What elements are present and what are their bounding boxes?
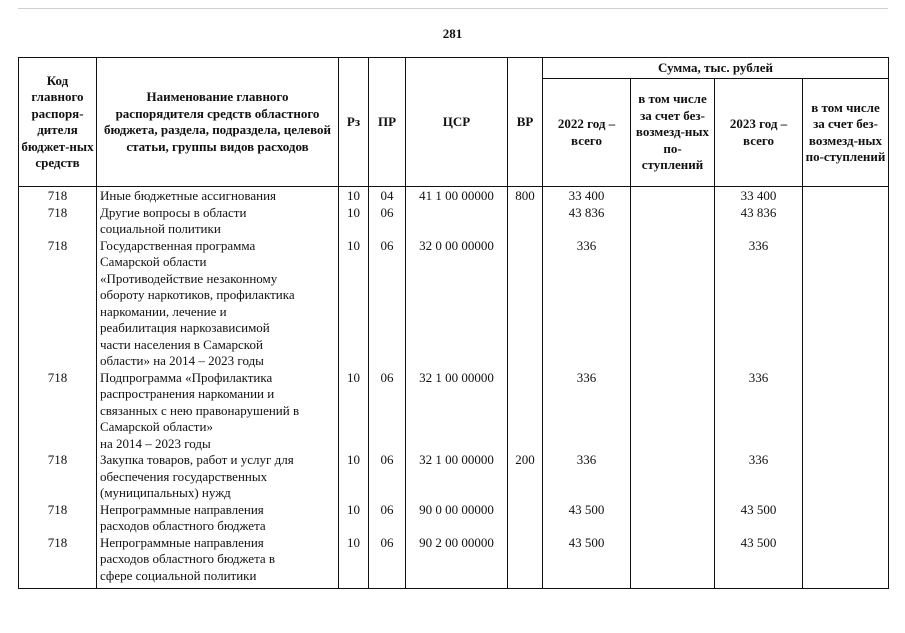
header-2023-total: 2023 год – всего bbox=[715, 79, 803, 187]
table-row bbox=[19, 370, 889, 453]
cell-csr: 90 2 00 00000 bbox=[406, 535, 508, 589]
cell-csr: 41 1 00 00000 bbox=[406, 187, 508, 205]
cell-2022-total: 33 400 bbox=[543, 187, 631, 205]
cell-2022-grants bbox=[631, 205, 715, 238]
cell-code: 718 bbox=[19, 502, 97, 535]
cell-2022-total: 43 836 bbox=[543, 205, 631, 238]
cell-2023-total: 43 500 bbox=[715, 535, 803, 589]
header-sum-group: Сумма, тыс. рублей bbox=[543, 58, 889, 79]
table-row bbox=[19, 205, 889, 238]
cell-rz: 10 bbox=[339, 535, 369, 589]
cell-pr: 06 bbox=[369, 502, 406, 535]
table-row bbox=[19, 502, 889, 535]
cell-2023-total: 33 400 bbox=[715, 187, 803, 205]
table-row bbox=[19, 238, 889, 370]
header-2022-grants: в том числе за счет без-возмезд-ных по-ступлений bbox=[631, 79, 715, 187]
cell-2022-grants bbox=[631, 452, 715, 502]
cell-pr: 06 bbox=[369, 205, 406, 238]
cell-name: Закупка товаров, работ и услуг для обеспечения государственных (муниципальных) нужд bbox=[97, 452, 339, 502]
cell-pr: 06 bbox=[369, 535, 406, 589]
cell-2023-total: 336 bbox=[715, 452, 803, 502]
cell-csr: 32 0 00 00000 bbox=[406, 238, 508, 370]
cell-name: Непрограммные направления расходов областного бюджета в сфере социальной политики bbox=[97, 535, 339, 589]
cell-rz: 10 bbox=[339, 238, 369, 370]
cell-vr bbox=[508, 238, 543, 370]
cell-vr bbox=[508, 502, 543, 535]
header-2023-grants: в том числе за счет без-возмезд-ных по-ступлений bbox=[803, 79, 889, 187]
cell-2023-grants bbox=[803, 502, 889, 535]
cell-name: Государственная программа Самарской области «Противодействие незаконному обороту наркотиков, профилактика наркомании, лечение и реабилитация наркозависимой части населения в Самарской области» на 2014 – 2023 годы bbox=[97, 238, 339, 370]
table-header bbox=[19, 58, 889, 187]
table-row bbox=[19, 535, 889, 589]
cell-2023-grants bbox=[803, 205, 889, 238]
cell-csr: 32 1 00 00000 bbox=[406, 452, 508, 502]
cell-2023-total: 336 bbox=[715, 238, 803, 370]
budget-table bbox=[18, 57, 889, 589]
table-row bbox=[19, 187, 889, 205]
header-2022-total: 2022 год – всего bbox=[543, 79, 631, 187]
cell-2022-total: 336 bbox=[543, 452, 631, 502]
cell-2023-grants bbox=[803, 535, 889, 589]
cell-2022-total: 43 500 bbox=[543, 502, 631, 535]
cell-vr bbox=[508, 205, 543, 238]
cell-name: Непрограммные направления расходов областного бюджета bbox=[97, 502, 339, 535]
cell-2022-grants bbox=[631, 535, 715, 589]
cell-rz: 10 bbox=[339, 370, 369, 453]
cell-2023-grants bbox=[803, 238, 889, 370]
header-code: Код главного распоря-дителя бюджет-ных средств bbox=[19, 58, 97, 187]
cell-2022-total: 43 500 bbox=[543, 535, 631, 589]
cell-vr bbox=[508, 535, 543, 589]
cell-csr: 32 1 00 00000 bbox=[406, 370, 508, 453]
cell-2022-grants bbox=[631, 502, 715, 535]
table-body bbox=[19, 187, 889, 589]
cell-2022-grants bbox=[631, 238, 715, 370]
cell-vr: 800 bbox=[508, 187, 543, 205]
cell-rz: 10 bbox=[339, 205, 369, 238]
cell-code: 718 bbox=[19, 238, 97, 370]
cell-2022-total: 336 bbox=[543, 370, 631, 453]
cell-2023-total: 43 500 bbox=[715, 502, 803, 535]
cell-2023-total: 43 836 bbox=[715, 205, 803, 238]
cell-csr: 90 0 00 00000 bbox=[406, 502, 508, 535]
cell-name: Иные бюджетные ассигнования bbox=[97, 187, 339, 205]
cell-name: Другие вопросы в области социальной политики bbox=[97, 205, 339, 238]
cell-pr: 04 bbox=[369, 187, 406, 205]
table-row bbox=[19, 452, 889, 502]
cell-code: 718 bbox=[19, 187, 97, 205]
cell-2022-grants bbox=[631, 370, 715, 453]
cell-rz: 10 bbox=[339, 452, 369, 502]
cell-2023-grants bbox=[803, 187, 889, 205]
cell-pr: 06 bbox=[369, 452, 406, 502]
cell-2023-grants bbox=[803, 452, 889, 502]
cell-name: Подпрограмма «Профилактика распространения наркомании и связанных с нею правонарушений в Самарской области» на 2014 – 2023 годы bbox=[97, 370, 339, 453]
cell-code: 718 bbox=[19, 535, 97, 589]
top-rule bbox=[18, 8, 888, 9]
cell-2022-total: 336 bbox=[543, 238, 631, 370]
cell-code: 718 bbox=[19, 370, 97, 453]
cell-csr bbox=[406, 205, 508, 238]
cell-pr: 06 bbox=[369, 238, 406, 370]
cell-vr bbox=[508, 370, 543, 453]
header-pr: ПР bbox=[369, 58, 406, 187]
cell-code: 718 bbox=[19, 205, 97, 238]
cell-2023-grants bbox=[803, 370, 889, 453]
cell-vr: 200 bbox=[508, 452, 543, 502]
cell-2022-grants bbox=[631, 187, 715, 205]
header-vr: ВР bbox=[508, 58, 543, 187]
header-name: Наименование главного распорядителя средств областного бюджета, раздела, подраздела, целевой статьи, группы видов расходов bbox=[97, 58, 339, 187]
cell-pr: 06 bbox=[369, 370, 406, 453]
page-number: 281 bbox=[442, 26, 463, 41]
cell-rz: 10 bbox=[339, 187, 369, 205]
header-rz: Рз bbox=[339, 58, 369, 187]
cell-code: 718 bbox=[19, 452, 97, 502]
header-csr: ЦСР bbox=[406, 58, 508, 187]
cell-2023-total: 336 bbox=[715, 370, 803, 453]
cell-rz: 10 bbox=[339, 502, 369, 535]
